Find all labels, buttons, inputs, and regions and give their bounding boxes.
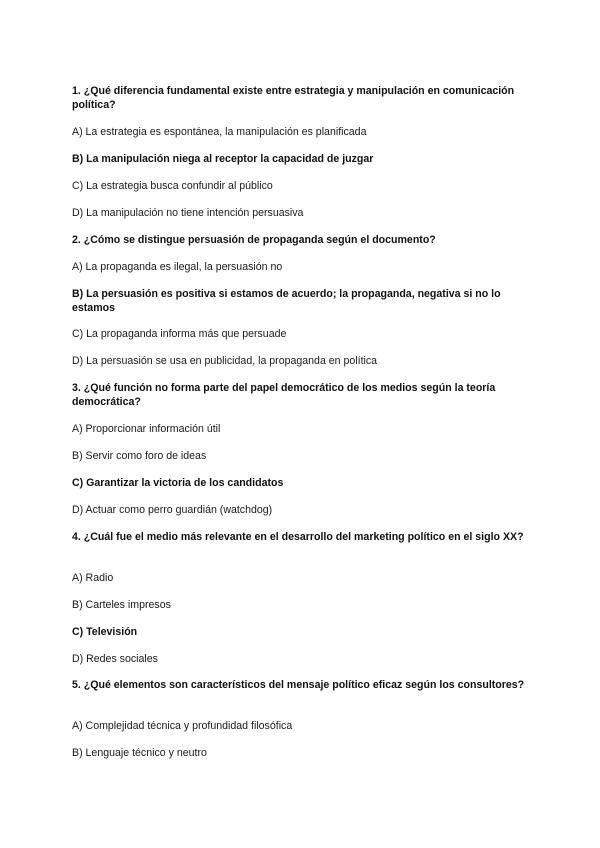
question-1-option-a: A) La estrategia es espontánea, la manipulación es planificada: [72, 126, 367, 138]
question-2: 2. ¿Cómo se distingue persuasión de propaganda según el documento?: [72, 234, 436, 246]
question-4: 4. ¿Cuál fue el medio más relevante en el desarrollo del marketing político en el siglo XX?: [72, 531, 524, 543]
question-1: 1. ¿Qué diferencia fundamental existe entre estrategia y manipulación en comunicación política?: [72, 85, 515, 111]
question-1-option-d: D) La manipulación no tiene intención persuasiva: [72, 207, 304, 219]
question-2-option-c: C) La propaganda informa más que persuade: [72, 328, 287, 340]
question-5-option-b: B) Lenguaje técnico y neutro: [72, 747, 207, 759]
question-3: 3. ¿Qué función no forma parte del papel democrático de los medios según la teoría democrática?: [72, 382, 496, 408]
question-5-option-a: A) Complejidad técnica y profundidad filosófica: [72, 720, 293, 732]
question-2-option-a: A) La propaganda es ilegal, la persuasión no: [72, 261, 283, 273]
question-5: 5. ¿Qué elementos son característicos del mensaje político eficaz según los consultores?: [72, 679, 525, 691]
question-1-option-c: C) La estrategia busca confundir al público: [72, 180, 273, 192]
question-4-option-d: D) Redes sociales: [72, 653, 158, 665]
question-3-option-a: A) Proporcionar información útil: [72, 423, 221, 435]
question-2-option-b-correct: B) La persuasión es positiva si estamos de acuerdo; la propaganda, negativa si no lo estamos: [72, 288, 501, 314]
question-4-option-a: A) Radio: [72, 572, 114, 584]
question-1-option-b-correct: B) La manipulación niega al receptor la capacidad de juzgar: [72, 153, 374, 165]
question-2-option-d: D) La persuasión se usa en publicidad, la propaganda en política: [72, 355, 378, 367]
question-3-option-b: B) Servir como foro de ideas: [72, 450, 207, 462]
question-3-option-c-correct: C) Garantizar la victoria de los candidatos: [72, 477, 284, 489]
question-3-option-d: D) Actuar como perro guardián (watchdog): [72, 504, 273, 516]
question-4-option-b: B) Carteles impresos: [72, 599, 171, 611]
question-4-option-c-correct: C) Televisión: [72, 626, 138, 638]
